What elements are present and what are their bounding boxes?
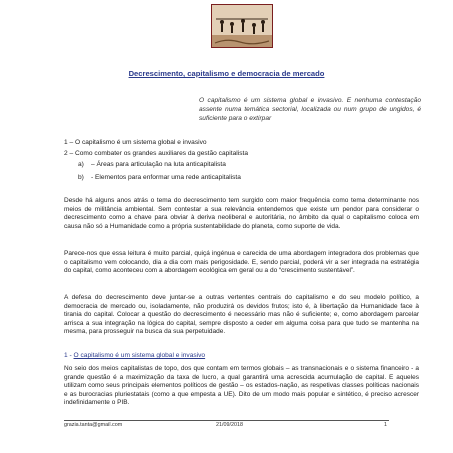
footer-email: grazia.tanta@gmail.com <box>64 422 123 428</box>
section-1-heading <box>64 352 205 359</box>
footer-date: 21/09/2018 <box>216 422 243 428</box>
section-1-title: O capitalismo é um sistema global e invasivo <box>73 352 206 359</box>
paragraph-2: Parece-nos que essa leitura é muito parcial, quiçá ingénua e carecida de uma abordagem integradora dos problemas que o capitalismo vem colocando, dia a dia com mais perigosidade. E, sendo parcial, poderá vir a ser integrada na estratégia do capital, como aconteceu com a abordagem ecológica em geral ou a do “crescimento sustentável”. <box>64 250 419 274</box>
document-title: Decrescimento, capitalismo e democracia de mercado <box>128 69 325 78</box>
footer-page-number: 1 <box>384 422 387 428</box>
paragraph-1: Desde há alguns anos atrás o tema do decrescimento tem surgido com maior frequência como tema determinante nos meios de militância ambiental. Sem contestar a sua relevância entendemos que existe um pendor para considerar o decrescimento como a chave para obviar à deriva neoliberal e autoritária, no âmbito da qual o capitalismo coloca em causa não só a Humanidade como a própria sustentabilidade do planeta, como suporte de vida. <box>64 197 419 230</box>
section-1-number: 1 - <box>64 352 74 359</box>
header-logo-image <box>211 4 273 48</box>
paragraph-3: A defesa do decrescimento deve juntar-se a outras vertentes centrais do capitalismo e do seu modelo político, a democracia de mercado ou, isoladamente, não produzirá os devidos frutos; isto é, à libertação da Humanidade face à tirania do capital. Colocar a questão do decrescimento é necessário mas não é suficiente; e, como abordagem parcelar arrisca a sua integração na lógica do capital, sempre disposto a ceder em alguma coisa para que tudo se mantenha na mesma, para prosseguir na busca da sua perpetuidade. <box>64 294 419 335</box>
toc-item-2[interactable]: 2 – Como combater os grandes auxiliares da gestão capitalista <box>64 150 248 157</box>
toc-subitem-b-marker: b) <box>78 174 84 181</box>
toc-item-1[interactable]: 1 – O capitalismo é um sistema global e invasivo <box>64 139 207 146</box>
toc-subitem-a[interactable]: – Áreas para articulação na luta anticapitalista <box>91 161 226 168</box>
toc-subitem-b[interactable]: - Elementos para enformar uma rede anticapitalista <box>91 174 241 181</box>
people-pulling-figure-icon <box>212 5 272 47</box>
section-1-text: No seio dos meios capitalistas de topo, dos que contam em termos globais – as transnacionais e o sistema financeiro - a grande questão é a maximização da taxa de lucro, a qual garantirá uma acrescida acumulação de capital. E aqueles utilizam como seus principais elementos políticos de gestão – os estados-nação, as respetivas classes políticas nacionais e as burocracias pluriestatais (como a que empesta a UE). Dito de um modo mais popular e sintético, é preciso acrescer indefinidamente o PIB. <box>64 365 419 406</box>
footer-divider <box>64 420 389 421</box>
toc-subitem-a-marker: a) <box>78 161 84 168</box>
document-abstract: O capitalismo é um sistema global e invasivo. E nenhuma contestação assente numa temática sectorial, localizada ou num grupo de ungidos, é suficiente para o extirpar <box>199 97 421 123</box>
